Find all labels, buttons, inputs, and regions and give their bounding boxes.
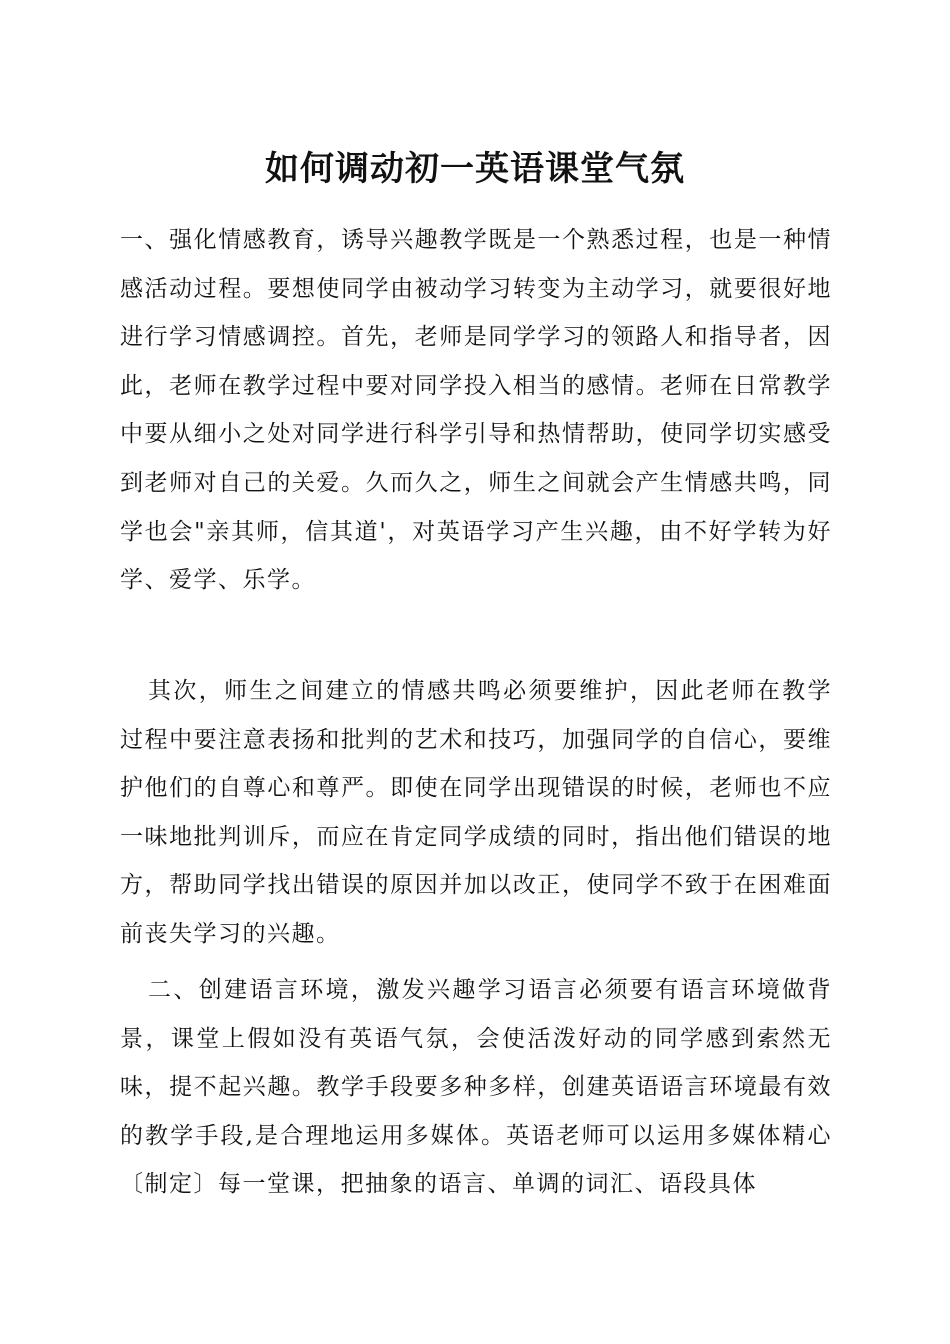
paragraph-1: 一、强化情感教育，诱导兴趣教学既是一个熟悉过程，也是一种情感活动过程。要想使同学由被动学习转变为主动学习，就要很好地进行学习情感调控。首先，老师是同学学习的领路人和指导者，因此，老师在教学过程中要对同学投入相当的感情。老师在日常教学中要从细小之处对同学进行科学引导和热情帮助，使同学切实感受到老师对自己的关爱。久而久之，师生之间就会产生情感共鸣，同学也会"亲其师，信其道'，对英语学习产生兴趣，由不好学转为好学、爱学、乐学。 — [120, 227, 832, 594]
paragraph-2: 其次，师生之间建立的情感共鸣必须要维护，因此老师在教学过程中要注意表扬和批判的艺术和技巧，加强同学的自信心，要维护他们的自尊心和尊严。即使在同学出现错误的时候，老师也不应一味地批判训斥，而应在肯定同学成绩的同时，指出他们错误的地方，帮助同学找出错误的原因并加以改正，使同学不致于在困难面前丧失学习的兴趣。 — [120, 678, 832, 947]
page-title: 如何调动初一英语课堂气氛 — [265, 149, 685, 189]
paragraph-3: 二、创建语言环境，激发兴趣学习语言必须要有语言环境做背景，课堂上假如没有英语气氛，会使活泼好动的同学感到索然无味，提不起兴趣。教学手段要多种多样，创建英语语言环境最有效的教学手段,是合理地运用多媒体。英语老师可以运用多媒体精心〔制定〕每一堂课，把抽象的语言、单调的词汇、语段具体 — [120, 977, 832, 1198]
